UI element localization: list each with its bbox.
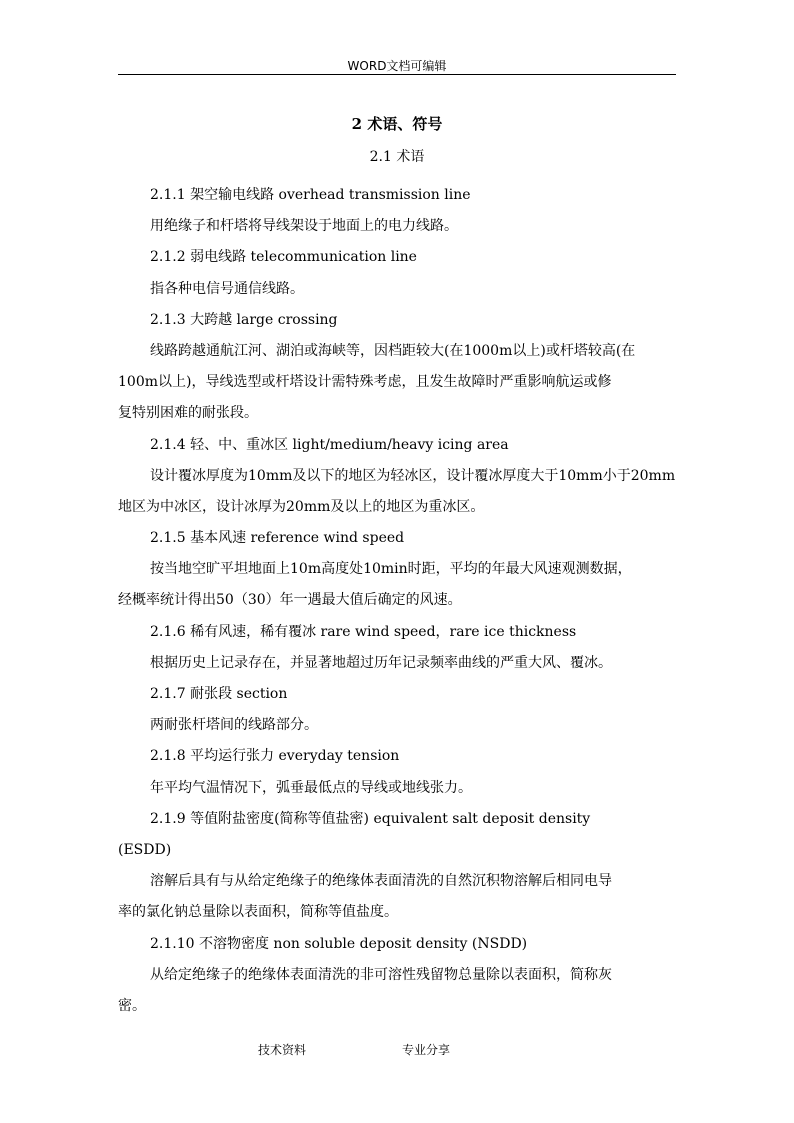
text-line: 地区为中冰区，设计冰厚为20mm及以上的地区为重冰区。 [118,498,485,515]
text-line: 指各种电信号通信线路。 [150,280,304,297]
document-body [118,180,693,1022]
text-line: 密。 [118,997,146,1014]
text-line: 经概率统计得出50（30）年一遇最大值后确定的风速。 [118,592,462,609]
text-line: 按当地空旷平坦地面上10m高度处10min时距，平均的年最大风速观测数据， [150,561,632,578]
text-line: 根据历史上记录存在，并显著地超过历年记录频率曲线的严重大风、覆冰。 [150,654,612,671]
section-title: 2.1 术语 [369,149,425,165]
text-line: 从给定绝缘子的绝缘体表面清洗的非可溶性残留物总量除以表面积，简称灰 [150,966,612,983]
text-line: 100m以上)，导线选型或杆塔设计需特殊考虑，且发生故障时严重影响航运或修 [118,374,612,391]
text-line: 线路跨越通航江河、湖泊或海峡等，因档距较大(在1000m以上)或杆塔较高(在 [150,342,636,359]
text-line: (ESDD) [118,841,172,858]
text-line: 2.1.5 基本风速 reference wind speed [150,530,405,547]
text-line: 2.1.1 架空输电线路 overhead transmission line [150,187,471,203]
text-line: 率的氯化钠总量除以表面积，简称等值盐度。 [118,904,398,921]
footer-right-text: 专业分享 [402,1043,451,1057]
text-line: 2.1.10 不溶物密度 non soluble deposit density (NSDD) [150,935,528,952]
page-header: WORD文档可编辑 [347,59,447,73]
text-line: 年平均气温情况下，弧垂最低点的导线或地线张力。 [150,779,472,796]
footer-left-text: 技术资料 [258,1043,307,1057]
text-line: 复特别困难的耐张段。 [118,405,258,422]
text-line: 2.1.6 稀有风速，稀有覆冰 rare wind speed，rare ice thickness [150,623,577,640]
chapter-title: 2 术语、符号 [351,115,443,133]
page-footer [0,1041,794,1059]
text-line: 用绝缘子和杆塔将导线架设于地面上的电力线路。 [150,218,458,235]
text-line: 两耐张杆塔间的线路部分。 [150,717,318,734]
text-line: 2.1.8 平均运行张力 everyday tension [150,748,400,765]
text-line: 2.1.3 大跨越 large crossing [150,311,338,328]
text-line: 2.1.9 等值附盐密度(简称等值盐密) equivalent salt deposit density [150,810,591,827]
text-line: 溶解后具有与从给定绝缘子的绝缘体表面清洗的自然沉积物溶解后相同电导 [150,873,612,890]
text-line: 设计覆冰厚度为10mm及以下的地区为轻冰区，设计覆冰厚度大于10mm小于20mm [150,467,676,484]
text-line: 2.1.4 轻、中、重冰区 light/medium/heavy icing area [150,436,509,453]
text-line: 2.1.7 耐张段 section [150,686,288,702]
header-rule [118,74,676,75]
text-line: 2.1.2 弱电线路 telecommunication line [150,249,417,266]
